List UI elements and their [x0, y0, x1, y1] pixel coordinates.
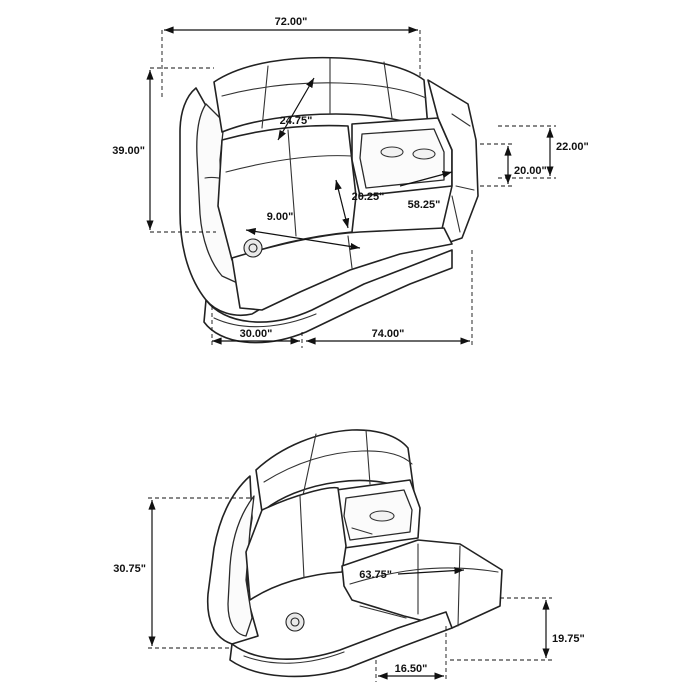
dim-recliner-footrest-height: 19.75" — [552, 633, 585, 645]
dim-sofa-seat-depth: 20.25" — [351, 191, 385, 203]
dim-recliner-seat-width: 63.75" — [359, 569, 392, 581]
dim-sofa-seat-back-height: 24.75" — [279, 115, 313, 127]
dim-sofa-width-top: 72.00" — [274, 16, 308, 28]
dim-sofa-seat-height-inner-right: 20.00" — [514, 165, 547, 177]
dim-sofa-recline-extension: 30.00" — [239, 328, 273, 340]
dim-sofa-depth-bottom: 74.00" — [371, 328, 405, 340]
dim-recliner-height-left: 30.75" — [113, 563, 146, 575]
dim-sofa-seat-height-right: 22.00" — [556, 141, 589, 153]
dim-recliner-base-width: 16.50" — [394, 663, 428, 675]
dim-sofa-seat-width: 58.25" — [407, 199, 441, 211]
dim-sofa-arm-width: 9.00" — [266, 211, 294, 223]
recliner-illustration — [208, 430, 502, 677]
dim-sofa-height-left: 39.00" — [112, 145, 145, 157]
